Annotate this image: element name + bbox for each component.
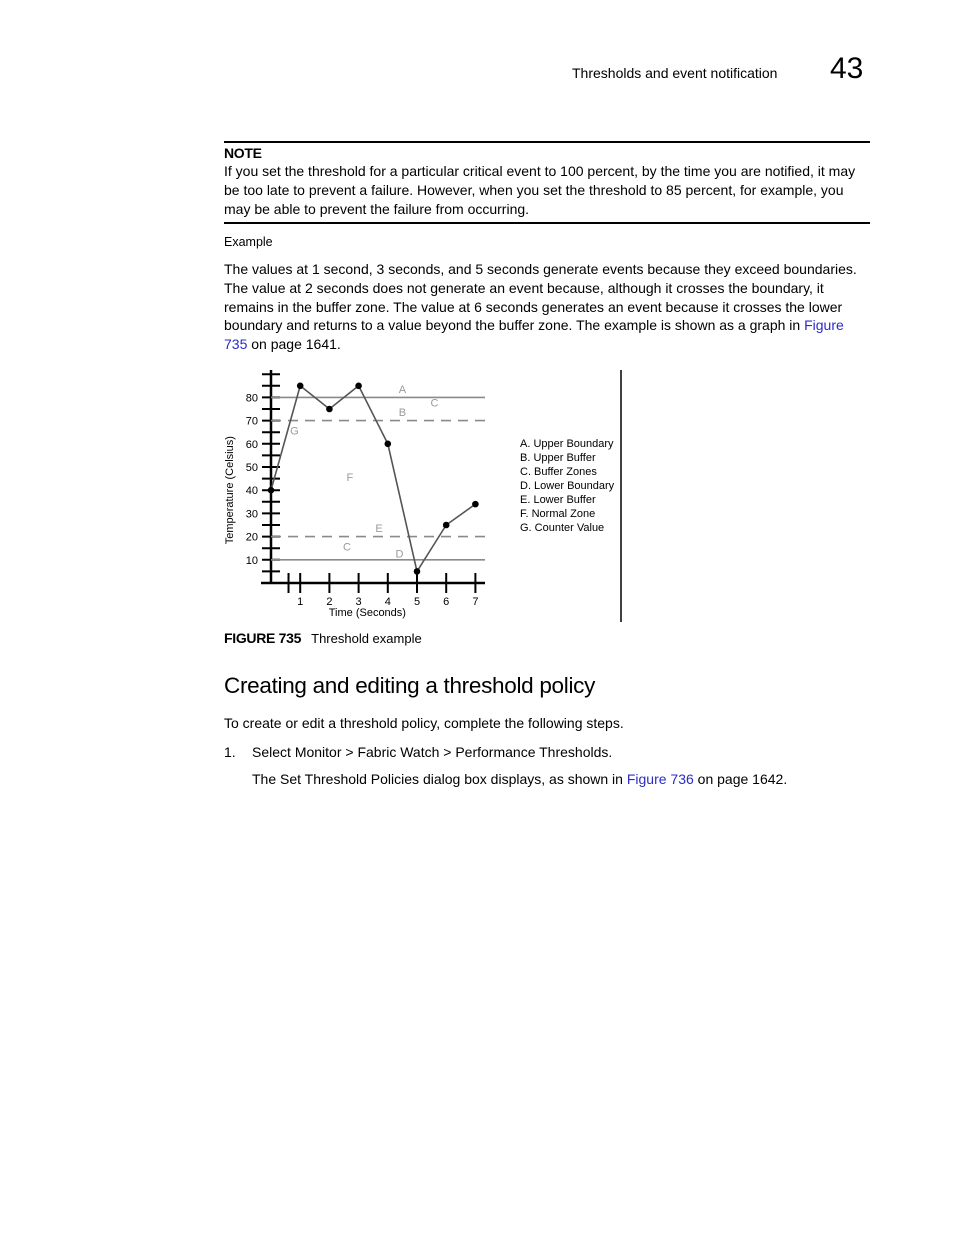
section-intro: To create or edit a threshold policy, complete the following steps. <box>224 715 624 731</box>
note-top-rule <box>224 141 870 143</box>
zone-label: B <box>398 406 407 419</box>
x-tick-label: 7 <box>472 596 479 608</box>
section-heading: Creating and editing a threshold policy <box>224 673 596 698</box>
step-prefix: Select <box>252 744 295 760</box>
legend-entry: B. Upper Buffer <box>520 452 596 464</box>
y-tick-label: 60 <box>245 438 258 451</box>
chapter-number: 43 <box>830 52 864 85</box>
example-text-after-link: on page 1641. <box>247 336 341 353</box>
legend-entry: E. Lower Buffer <box>520 494 596 506</box>
figure-735-link[interactable]: Figure 735 <box>224 317 844 353</box>
example-paragraph <box>224 260 869 354</box>
data-point <box>472 501 479 508</box>
legend-entry: G. Counter Value <box>520 522 605 534</box>
step-result <box>252 771 787 787</box>
threshold-chart <box>220 365 625 625</box>
data-point <box>326 406 333 413</box>
example-text-before-link: The values at 1 second, 3 seconds, and 5 seconds generate events because they exceed boundaries. The value at 2 seconds does not generate an event because, although it crosses the boundary, it remains in the buffer zone. The value at 6 seconds generates an event because it crosses the lower boundary and returns to a value beyond the buffer zone. The example is shown as a graph in <box>224 261 857 334</box>
zone-label: C <box>430 397 439 410</box>
result-suffix: on page 1642. <box>693 771 788 787</box>
y-tick-label: 30 <box>245 508 258 521</box>
data-point <box>355 383 362 390</box>
y-tick-label: 10 <box>245 554 258 567</box>
y-axis-label: Temperature (Celsius) <box>224 436 236 545</box>
data-point <box>268 487 275 494</box>
zone-label: A <box>398 383 407 396</box>
counter-value-line <box>271 383 475 572</box>
note-label: NOTE <box>224 145 262 161</box>
zone-label: C <box>342 541 351 554</box>
x-tick-label: 6 <box>443 596 450 608</box>
figure-736-link[interactable]: Figure 736 <box>626 771 694 787</box>
legend-entry: A. Upper Boundary <box>520 438 614 450</box>
zone-label: F <box>346 471 354 484</box>
figure-number: FIGURE 735 <box>224 630 302 646</box>
step-number: 1. <box>224 744 236 760</box>
x-tick-label: 5 <box>413 596 421 608</box>
zone-label: D <box>395 548 404 561</box>
figure-title: Threshold example <box>311 631 422 646</box>
zone-label: E <box>375 522 383 535</box>
data-point <box>297 383 304 390</box>
x-tick-label: 1 <box>297 596 304 608</box>
x-tick-label: 4 <box>384 596 391 608</box>
figure-caption <box>224 630 422 646</box>
x-tick-label: 2 <box>326 596 333 608</box>
y-tick-label: 20 <box>245 531 258 544</box>
dialog-name: Set Threshold Policies <box>280 771 420 787</box>
example-label: Example <box>224 235 273 249</box>
step-instruction <box>252 744 612 760</box>
zone-label: G <box>290 425 299 438</box>
step-suffix: . <box>608 744 613 760</box>
x-tick-label: 3 <box>355 596 362 608</box>
legend-entry: F. Normal Zone <box>520 508 596 520</box>
result-middle: dialog box displays, as shown in <box>419 771 627 787</box>
note-text: If you set the threshold for a particular critical event to 100 percent, by the time you are notified, it may be too late to prevent a failure. However, when you set the threshold to 85 percent, for example, you may be able to prevent the failure from occurring. <box>224 163 856 217</box>
note-bottom-rule <box>224 222 870 224</box>
legend-entry: C. Buffer Zones <box>520 466 597 478</box>
running-header-title: Thresholds and event notification <box>572 65 778 81</box>
legend-entry: D. Lower Boundary <box>520 480 615 492</box>
data-point <box>414 568 421 575</box>
data-point <box>443 522 450 529</box>
menu-path: Monitor > Fabric Watch > Performance Thresholds <box>294 744 609 760</box>
y-tick-label: 80 <box>245 392 258 405</box>
y-tick-label: 40 <box>245 485 258 498</box>
data-point <box>385 441 392 448</box>
y-tick-label: 50 <box>245 462 258 474</box>
x-axis-label: Time (Seconds) <box>328 607 406 619</box>
result-prefix: The <box>252 771 281 787</box>
y-tick-label: 70 <box>245 415 258 428</box>
